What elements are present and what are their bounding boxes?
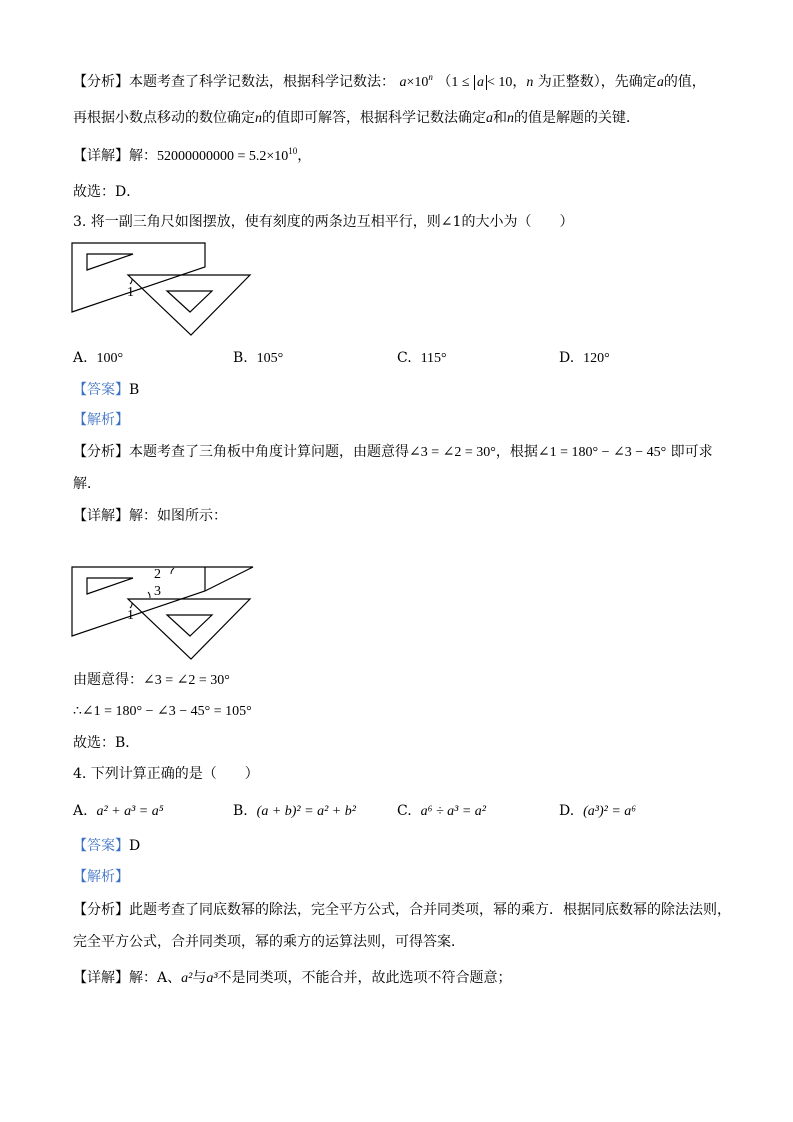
detail-term-2: a³ bbox=[206, 971, 218, 986]
line2-text-c: 和 bbox=[493, 110, 507, 126]
cond-end: 的值， bbox=[663, 74, 706, 90]
triangle-ruler-45-inner bbox=[167, 291, 212, 312]
analysis-equation-1: ∠3 = ∠2 = 30° bbox=[409, 445, 496, 460]
line2-n2: n bbox=[507, 111, 514, 126]
angle-1-label: 1 bbox=[127, 608, 134, 623]
cond-sep: ， bbox=[512, 74, 527, 90]
q4-analysis-head: 【解析】 bbox=[73, 869, 129, 885]
detail-text-b: 与 bbox=[192, 970, 207, 986]
detail-exp: 10 bbox=[288, 146, 298, 156]
line2-text-d: 的值是解题的关键． bbox=[514, 110, 640, 126]
q3-derive bbox=[73, 670, 230, 691]
option-letter: D. bbox=[559, 803, 575, 819]
option-value: (a + b)² = a² + b² bbox=[256, 804, 356, 819]
q3-option-b[interactable] bbox=[233, 348, 283, 369]
option-letter: B. bbox=[233, 350, 248, 366]
math-a: a bbox=[399, 75, 407, 90]
angle-2-arc bbox=[171, 568, 174, 574]
triangle-ruler-45-inner bbox=[167, 615, 212, 636]
q3-therefore bbox=[73, 701, 252, 722]
detail-text: 解：如图所示： bbox=[129, 508, 227, 524]
q3-solution-figure bbox=[70, 564, 270, 664]
detail-equation: 52000000000 = 5.2×10 bbox=[157, 149, 289, 164]
cond-lt-ten: < 10 bbox=[486, 75, 513, 90]
angle-3-label: 3 bbox=[154, 584, 161, 599]
answer-tag: 【答案】 bbox=[73, 838, 129, 854]
angle-3-arc bbox=[148, 592, 150, 598]
q3-answer bbox=[73, 380, 139, 400]
q3-detail bbox=[73, 506, 227, 526]
line2-n: n bbox=[255, 111, 262, 126]
triangle-ruler-45 bbox=[128, 275, 250, 335]
s2-detail bbox=[73, 146, 311, 167]
option-letter: C. bbox=[397, 350, 412, 366]
s2-analysis-line1 bbox=[73, 72, 706, 93]
option-value: 120° bbox=[583, 351, 610, 366]
angle-1-arc bbox=[130, 279, 132, 284]
math-exp-n: n bbox=[428, 72, 433, 82]
analysis-text: 本题考查了科学记数法，根据科学记数法： bbox=[129, 74, 395, 90]
q4-option-c[interactable] bbox=[397, 801, 486, 822]
detail-text-c: 不是同类项，不能合并，故此选项不符合题意； bbox=[217, 970, 512, 986]
derive-equation: ∠3 = ∠2 = 30° bbox=[143, 673, 230, 688]
q3-analysis-head: 【解析】 bbox=[73, 412, 129, 428]
analysis-text-b: ，根据 bbox=[495, 444, 538, 460]
triangle-ruler-30-60 bbox=[72, 567, 253, 636]
option-letter: C. bbox=[397, 803, 412, 819]
detail-text: 解： bbox=[129, 148, 157, 164]
q4-option-d[interactable] bbox=[559, 801, 636, 822]
analysis-equation-2: ∠1 = 180° − ∠3 − 45° bbox=[537, 445, 667, 460]
cond-abs-a bbox=[474, 75, 487, 90]
analysis-text-c: 即可求 bbox=[670, 444, 713, 460]
q4-analysis-line1 bbox=[73, 900, 731, 920]
line2-text-b: 的值即可解答，根据科学记数法确定 bbox=[262, 110, 486, 126]
analysis-text: 本题考查了三角板中角度计算问题，由题意得 bbox=[129, 444, 409, 460]
therefore-symbol: ∴ bbox=[73, 703, 82, 719]
detail-tag: 【详解】 bbox=[73, 970, 129, 986]
analysis-tag: 【分析】 bbox=[73, 902, 129, 918]
answer-value: D bbox=[129, 838, 141, 854]
option-value: 105° bbox=[256, 351, 284, 366]
detail-end: ， bbox=[297, 148, 312, 164]
cond-tail: 为正整数），先确定 bbox=[533, 74, 657, 90]
option-letter: D. bbox=[559, 350, 575, 366]
option-letter: A. bbox=[73, 350, 88, 366]
q4-option-a[interactable] bbox=[73, 801, 164, 822]
line2-text-a: 再根据小数点移动的数位确定 bbox=[73, 110, 255, 126]
option-value: 100° bbox=[96, 351, 124, 366]
detail-tag: 【详解】 bbox=[73, 508, 129, 524]
derive-text: 由题意得： bbox=[73, 672, 143, 688]
cond-a2: a bbox=[656, 75, 664, 90]
q4-stem: 4. 下列计算正确的是（ ） bbox=[73, 766, 259, 782]
detail-text: 解：A、 bbox=[129, 970, 182, 986]
angle-1-label: 1 bbox=[127, 285, 134, 300]
q4-option-b[interactable] bbox=[233, 801, 356, 822]
s2-choose: 故选：D． bbox=[73, 184, 141, 200]
q3-option-d[interactable] bbox=[559, 348, 610, 369]
q4-analysis-line2: 完全平方公式，合并同类项，幂的乘方的运算法则，可得答案． bbox=[73, 934, 465, 950]
option-value: 115° bbox=[420, 351, 447, 366]
answer-value: B bbox=[129, 382, 140, 398]
line2-a: a bbox=[486, 111, 493, 126]
analysis-tag: 【分析】 bbox=[73, 74, 129, 90]
q3-analysis-line2: 解． bbox=[73, 476, 101, 492]
math-times-ten: ×10 bbox=[406, 75, 429, 90]
answer-tag: 【答案】 bbox=[73, 382, 129, 398]
triangle-ruler-45 bbox=[128, 599, 250, 659]
triangle-ruler-30-60 bbox=[72, 243, 205, 312]
triangle-ruler-30-60-inner bbox=[87, 578, 133, 594]
q3-options bbox=[73, 348, 723, 370]
q3-option-c[interactable] bbox=[397, 348, 447, 369]
therefore-equation: ∠1 = 180° − ∠3 − 45° = 105° bbox=[81, 704, 252, 719]
option-letter: B. bbox=[233, 803, 248, 819]
cond-a: a bbox=[476, 75, 484, 90]
q3-figure bbox=[70, 240, 270, 340]
q3-analysis-line1 bbox=[73, 442, 713, 463]
q3-choose: 故选：B． bbox=[73, 735, 140, 751]
s2-analysis-line2 bbox=[73, 108, 640, 129]
angle-2-label: 2 bbox=[154, 567, 161, 582]
cond-open: （ bbox=[437, 74, 452, 90]
option-value: a⁶ ÷ a³ = a² bbox=[420, 804, 486, 819]
q3-option-a[interactable] bbox=[73, 348, 123, 369]
q4-options bbox=[73, 801, 723, 823]
q3-stem: 3. 将一副三角尺如图摆放，使有刻度的两条边互相平行，则∠1的大小为（ ） bbox=[73, 214, 574, 230]
option-value: a² + a³ = a⁵ bbox=[96, 804, 164, 819]
cond-n: n bbox=[526, 75, 534, 90]
cond-one: 1 ≤ bbox=[451, 75, 470, 90]
triangle-ruler-30-60-inner bbox=[87, 254, 133, 270]
analysis-text: 此题考查了同底数幂的除法，完全平方公式，合并同类项，幂的乘方．根据同底数幂的除法法则， bbox=[129, 902, 731, 918]
q4-answer bbox=[73, 836, 140, 856]
option-letter: A. bbox=[73, 803, 88, 819]
q4-detail bbox=[73, 968, 512, 989]
analysis-tag: 【分析】 bbox=[73, 444, 129, 460]
detail-term-1: a² bbox=[181, 971, 193, 986]
option-value: (a³)² = a⁶ bbox=[583, 804, 637, 819]
detail-tag: 【详解】 bbox=[73, 148, 129, 164]
